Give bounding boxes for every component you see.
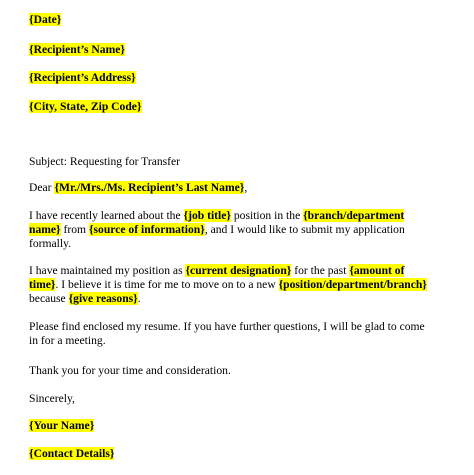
- text-run: because: [29, 292, 69, 306]
- text-run: for the past: [291, 264, 350, 277]
- text-run: formally.: [29, 237, 72, 251]
- paragraph-row: in for a meeting.: [29, 334, 106, 348]
- text-run: .: [137, 292, 141, 306]
- branch-department-placeholder: {branch/department: [303, 209, 405, 222]
- your-name-placeholder: {Your Name}: [29, 419, 95, 432]
- position-department-branch-placeholder: {position/department/branch}: [278, 278, 427, 292]
- city-state-zip-placeholder: {City, State, Zip Code}: [29, 100, 142, 113]
- text-run: I have recently learned about the: [29, 209, 184, 222]
- your-name-line: [29, 419, 94, 433]
- paragraph-current-position: [29, 264, 445, 307]
- paragraph-row: [29, 264, 445, 278]
- salutation: [29, 181, 247, 195]
- text-run: position in the: [230, 209, 304, 222]
- recipient-name-placeholder: {Recipient’s Name}: [29, 43, 125, 56]
- paragraph-resume: [29, 320, 445, 348]
- text-run: , and I would like to submit my application: [204, 223, 405, 237]
- contact-details-placeholder: {Contact Details}: [29, 447, 115, 460]
- text-run: . I believe it is time for me to move on to a new: [55, 278, 279, 292]
- salutation-prefix: Dear: [29, 181, 55, 194]
- paragraph-row: Please find enclosed my resume. If you have further questions, I will be glad to come: [29, 320, 425, 333]
- give-reasons-placeholder: {give reasons}: [68, 292, 138, 306]
- paragraph-row: [29, 278, 445, 292]
- recipient-name-line: [29, 43, 125, 57]
- date-line: [29, 13, 61, 27]
- city-state-zip-line: [29, 100, 142, 114]
- date-placeholder: {Date}: [29, 13, 62, 26]
- amount-of-time-placeholder-cont: time}: [29, 278, 56, 292]
- recipient-last-name-placeholder: {Mr./Mrs./Ms. Recipient’s Last Name}: [54, 181, 245, 194]
- paragraph-row: [29, 209, 445, 223]
- subject-line: Subject: Requesting for Transfer: [29, 155, 181, 168]
- paragraph-row: [29, 237, 445, 251]
- paragraph-row: [29, 292, 445, 306]
- text-run: from: [60, 223, 89, 237]
- source-of-information-placeholder: {source of information}: [88, 223, 205, 237]
- text-run: I have maintained my position as: [29, 264, 186, 277]
- salutation-suffix: ,: [244, 181, 248, 194]
- current-designation-placeholder: {current designation}: [185, 264, 292, 277]
- closing-line: Sincerely,: [29, 392, 75, 405]
- recipient-address-line: [29, 71, 136, 85]
- paragraph-application: [29, 209, 445, 252]
- branch-department-placeholder-cont: name}: [29, 223, 61, 237]
- paragraph-row: [29, 223, 445, 237]
- contact-details-line: [29, 447, 114, 461]
- thanks-line: Thank you for your time and consideration.: [29, 364, 231, 377]
- job-title-placeholder: {job title}: [183, 209, 231, 222]
- recipient-address-placeholder: {Recipient’s Address}: [29, 71, 136, 84]
- amount-of-time-placeholder: {amount of: [349, 264, 405, 277]
